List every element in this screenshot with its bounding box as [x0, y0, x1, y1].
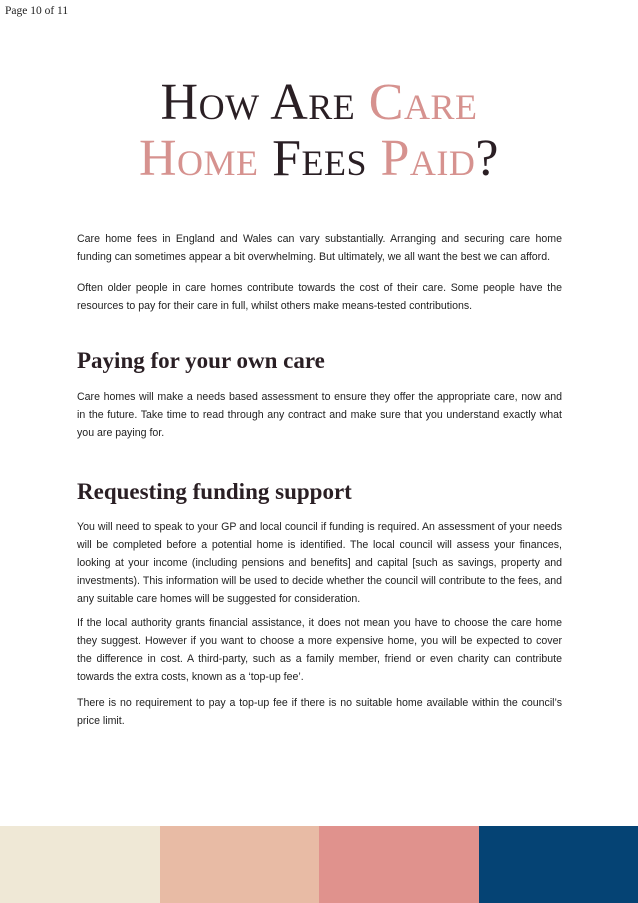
- title-word: Care: [368, 74, 478, 131]
- title-question-mark: ?: [475, 130, 499, 187]
- title-word: Fees: [272, 130, 381, 187]
- title-word: Are: [270, 74, 369, 131]
- page-indicator: Page 10 of 11: [5, 5, 69, 17]
- funding-paragraph-1: You will need to speak to your GP and local council if funding is required. An assessment of your needs will be completed before a potential home is identified. The local council will assess your finances, looking at your income (including pensions and benefits] and capital [such as savings, property and investments). This information will be used to decide whether the council will contribute to the fees, and any suitable care homes will be suggested for consideration.: [77, 521, 562, 605]
- own-care-paragraph: Care homes will make a needs based assessment to ensure they offer the appropriate care, now and in the future. Take time to read through any contract and make sure that you understand exactly what you are paying for.: [77, 391, 562, 439]
- title-word: Home: [139, 130, 273, 187]
- color-block: [319, 826, 479, 903]
- section-heading-own-care: Paying for your own care: [77, 348, 325, 373]
- title-line-1: [0, 75, 638, 131]
- title-line-2: [0, 131, 638, 187]
- intro-paragraph-1: Care home fees in England and Wales can vary substantially. Arranging and securing care home funding can sometimes appear a bit overwhelming. But ultimately, we all want the best we can afford.: [77, 233, 562, 263]
- funding-paragraph-3: There is no requirement to pay a top-up fee if there is no suitable home available within the council’s price limit.: [77, 697, 562, 727]
- color-block: [160, 826, 320, 903]
- title-word: Paid: [380, 130, 476, 187]
- color-block: [479, 826, 638, 903]
- page-title: [0, 75, 638, 187]
- section-heading-funding: Requesting funding support: [77, 479, 352, 504]
- intro-paragraph-2: Often older people in care homes contribute towards the cost of their care. Some people have the resources to pay for their care in full, whilst others make means-tested contributions.: [77, 282, 562, 312]
- footer-color-bar: [0, 826, 638, 903]
- title-word: How: [160, 74, 271, 131]
- funding-paragraph-2: If the local authority grants financial assistance, it does not mean you have to choose the care home they suggest. However if you want to choose a more expensive home, you will be expected to cover the difference in cost. A third-party, such as a family member, friend or even charity can contribute towards the extra costs, known as a ‘top-up fee’.: [77, 617, 562, 683]
- color-block: [0, 826, 160, 903]
